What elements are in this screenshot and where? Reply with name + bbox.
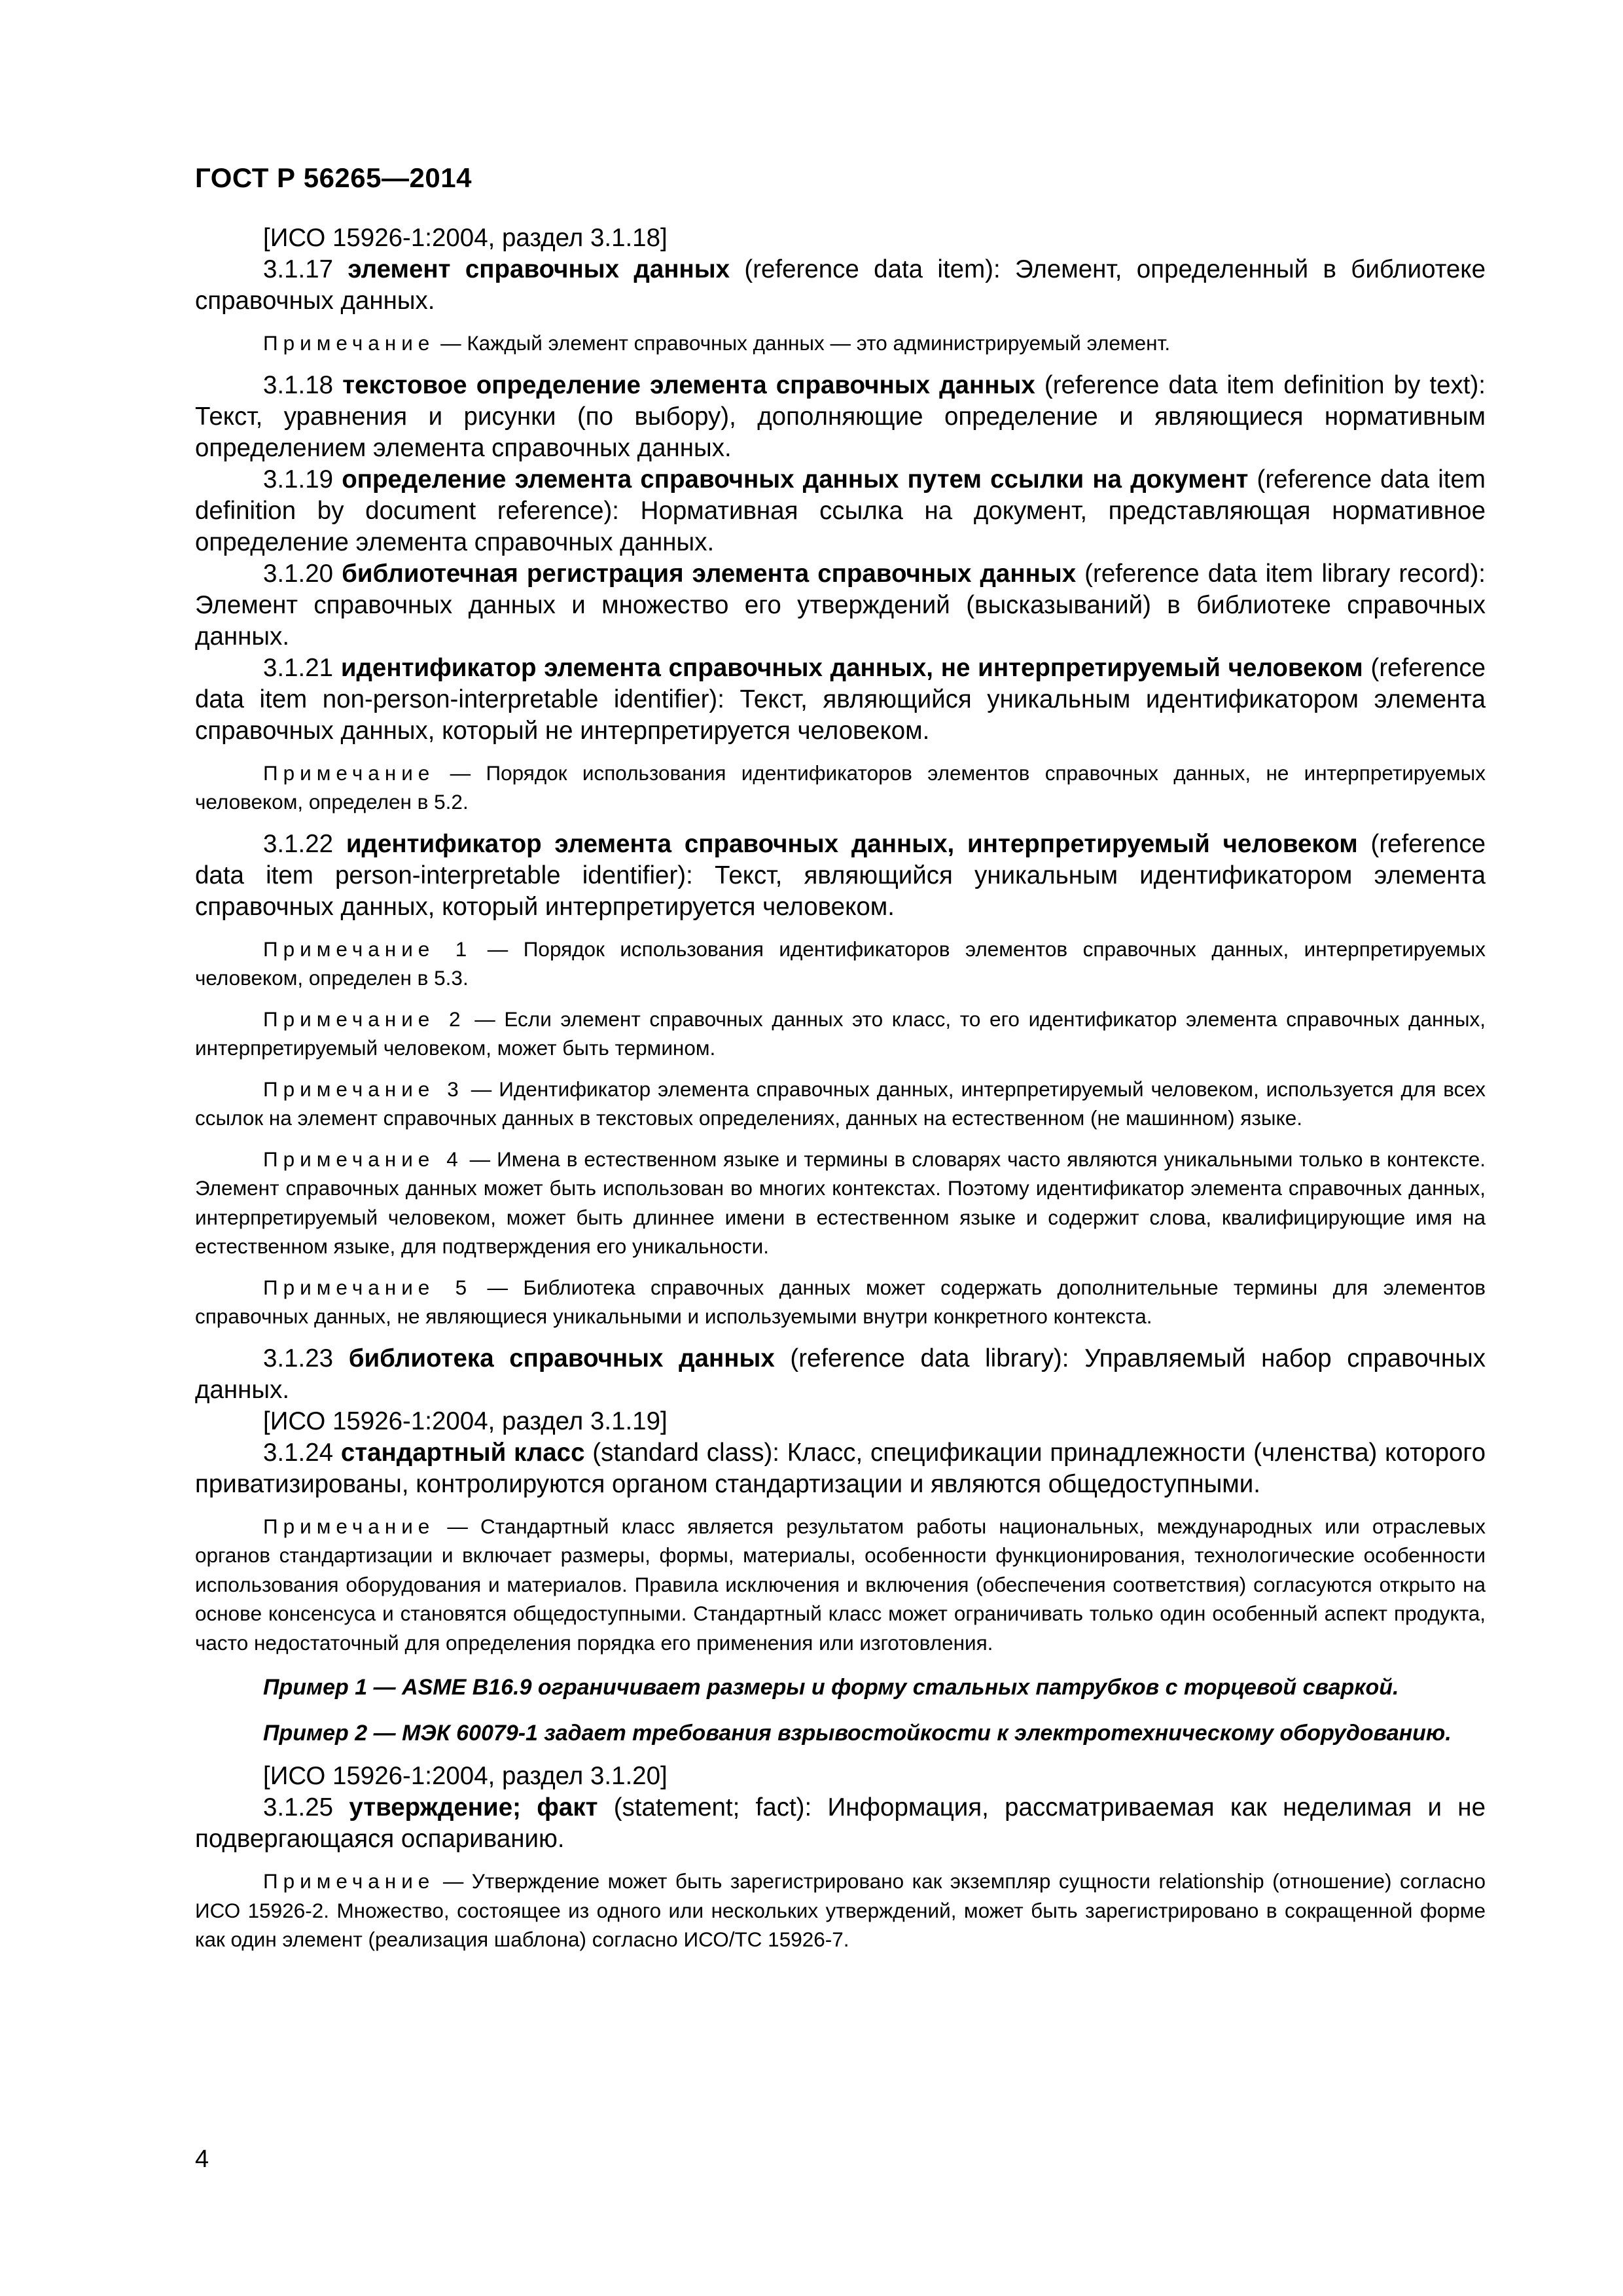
note-3-1-22-1: [195, 935, 1486, 993]
note-text: — Каждый элемент справочных данных — это администрируемый элемент.: [435, 331, 1171, 355]
term-definition: (reference data library): Управляемый набор справочных данных.: [195, 1344, 1486, 1404]
note-label: Примечание: [263, 331, 435, 355]
term-entry-3-1-19: [195, 464, 1486, 558]
term-entry-3-1-25: [195, 1792, 1486, 1855]
note-label: Примечание: [263, 1869, 435, 1893]
term-number: 3.1.20: [263, 559, 334, 588]
note-text: — Если элемент справочных данных это класс, то его идентификатор элемента справочных данных, интерпретируемый человеком, может быть термином.: [195, 1007, 1486, 1060]
term-definition: (statement; fact): Информация, рассматриваемая как неделимая и не подвергающаяся оспариванию.: [195, 1793, 1486, 1853]
note-3-1-24: [195, 1512, 1486, 1658]
term-name: стандартный класс: [340, 1438, 585, 1467]
note-3-1-22-4: [195, 1145, 1486, 1261]
document-id-header: ГОСТ Р 56265—2014: [195, 162, 472, 193]
term-definition: (reference data item library record): Элемент справочных данных и множество его утверждений (высказываний) в библиотеке справочных данных.: [195, 559, 1486, 651]
term-entry-3-1-23: [195, 1343, 1486, 1406]
note-text: — Библиотека справочных данных может содержать дополнительные термины для элементов справочных данных, не являющиеся уникальными и используемыми внутри конкретного контекста.: [195, 1275, 1486, 1328]
note-label: Примечание 2: [263, 1007, 466, 1031]
term-definition: (reference data item): Элемент, определенный в библиотеке справочных данных.: [195, 255, 1486, 315]
term-number: 3.1.21: [263, 653, 334, 682]
source-reference: [ИСО 15926-1:2004, раздел 3.1.20]: [263, 1762, 668, 1790]
note-label: Примечание: [263, 761, 435, 785]
note-label: Примечание 3: [263, 1077, 464, 1101]
note-3-1-21: [195, 759, 1486, 817]
term-name: библиотечная регистрация элемента справочных данных: [342, 559, 1077, 588]
page-number: 4: [195, 2145, 209, 2173]
note-label: Примечание 5: [263, 1275, 473, 1299]
term-entry-3-1-18: [195, 370, 1486, 464]
note-label: Примечание: [263, 1514, 435, 1538]
term-number: 3.1.23: [263, 1344, 334, 1372]
term-number: 3.1.18: [263, 370, 334, 399]
note-text: — Порядок использования идентификаторов элементов справочных данных, интерпретируемых человеком, определен в 5.3.: [195, 937, 1486, 990]
term-name: идентификатор элемента справочных данных, не интерпретируемый человеком: [340, 653, 1363, 682]
term-definition: (reference data item definition by document reference): Нормативная ссылка на документ, представляющая нормативное определение элемента справочных данных.: [195, 465, 1486, 556]
term-number: 3.1.24: [263, 1438, 334, 1467]
term-name: определение элемента справочных данных путем ссылки на документ: [342, 465, 1249, 493]
page-content: [195, 223, 1486, 1966]
note-label: Примечание 1: [263, 937, 473, 961]
term-entry-3-1-22: [195, 829, 1486, 923]
note-3-1-25: [195, 1867, 1486, 1954]
term-name: элемент справочных данных: [348, 255, 730, 283]
term-name: утверждение; факт: [349, 1793, 598, 1821]
term-entry-3-1-17: [195, 254, 1486, 317]
term-name: текстовое определение элемента справочных данных: [342, 370, 1035, 399]
term-entry-3-1-21: [195, 653, 1486, 747]
note-text: — Утверждение может быть зарегистрировано как экземпляр сущности relationship (отношение) согласно ИСО 15926-2. Множество, состоящее из одного или нескольких утверждений, может быть зарегистрировано в сокращенной форме как один элемент (реализация шаблона) согласно ИСО/ТС 15926-7.: [195, 1869, 1486, 1951]
term-name: библиотека справочных данных: [348, 1344, 775, 1372]
note-text: — Стандартный класс является результатом работы национальных, международных или отраслевых органов стандартизации и включает размеры, формы, материалы, особенности функционирования, технологические особенности использования оборудования и материалов. Правила исключения и включения (обеспечения соответствия) согласуются открыто на основе консенсуса и становятся общедоступными. Стандартный класс может ограничивать только один особенный аспект продукта, часто недостаточный для определения порядка его применения или изготовления.: [195, 1514, 1486, 1655]
term-definition: (reference data item non-person-interpretable identifier): Текст, являющийся уникальным идентификатором элемента справочных данных, который не интерпретируется человеком.: [195, 653, 1486, 745]
term-definition: (reference data item person-interpretable identifier): Текст, являющийся уникальным идентификатором элемента справочных данных, который интерпретируется человеком.: [195, 829, 1486, 921]
term-entry-3-1-24: [195, 1437, 1486, 1500]
note-3-1-17: [195, 329, 1486, 358]
term-number: 3.1.25: [263, 1793, 334, 1821]
source-reference: [ИСО 15926-1:2004, раздел 3.1.19]: [263, 1407, 668, 1435]
term-definition: (standard class): Класс, спецификации принадлежности (членства) которого приватизированы, контролируются органом стандартизации и являются общедоступными.: [195, 1438, 1486, 1498]
note-3-1-22-5: [195, 1273, 1486, 1331]
note-text: — Порядок использования идентификаторов элементов справочных данных, не интерпретируемых человеком, определен в 5.2.: [195, 761, 1486, 814]
example-1: Пример 1 — ASME B16.9 ограничивает размеры и форму стальных патрубков с торцевой сваркой.: [263, 1675, 1399, 1700]
term-number: 3.1.17: [263, 255, 334, 283]
note-label: Примечание 4: [263, 1147, 463, 1171]
example-2: Пример 2 — МЭК 60079-1 задает требования взрывостойкости к электротехническому оборудованию.: [263, 1721, 1452, 1746]
note-3-1-22-2: [195, 1005, 1486, 1063]
note-text: — Идентификатор элемента справочных данных, интерпретируемый человеком, используется для всех ссылок на элемент справочных данных в текстовых определениях, данных на естественном (не машинном) языке.: [195, 1077, 1486, 1130]
note-text: — Имена в естественном языке и термины в словарях часто являются уникальными только в контексте. Элемент справочных данных может быть использован во многих контекстах. Поэтому идентификатор элемента справочных данных, интерпретируемый человеком, может быть длиннее имени в естественном языке и содержит слова, квалифицирующие имя на естественном языке, для подтверждения его уникальности.: [195, 1147, 1486, 1258]
note-3-1-22-3: [195, 1075, 1486, 1133]
term-definition: (reference data item definition by text): Текст, уравнения и рисунки (по выбору), дополняющие определение и являющиеся нормативным определением элемента справочных данных.: [195, 370, 1486, 462]
source-reference: [ИСО 15926-1:2004, раздел 3.1.18]: [263, 224, 668, 252]
term-number: 3.1.22: [263, 829, 334, 858]
term-entry-3-1-20: [195, 558, 1486, 653]
term-number: 3.1.19: [263, 465, 334, 493]
term-name: идентификатор элемента справочных данных, интерпретируемый человеком: [346, 829, 1358, 858]
